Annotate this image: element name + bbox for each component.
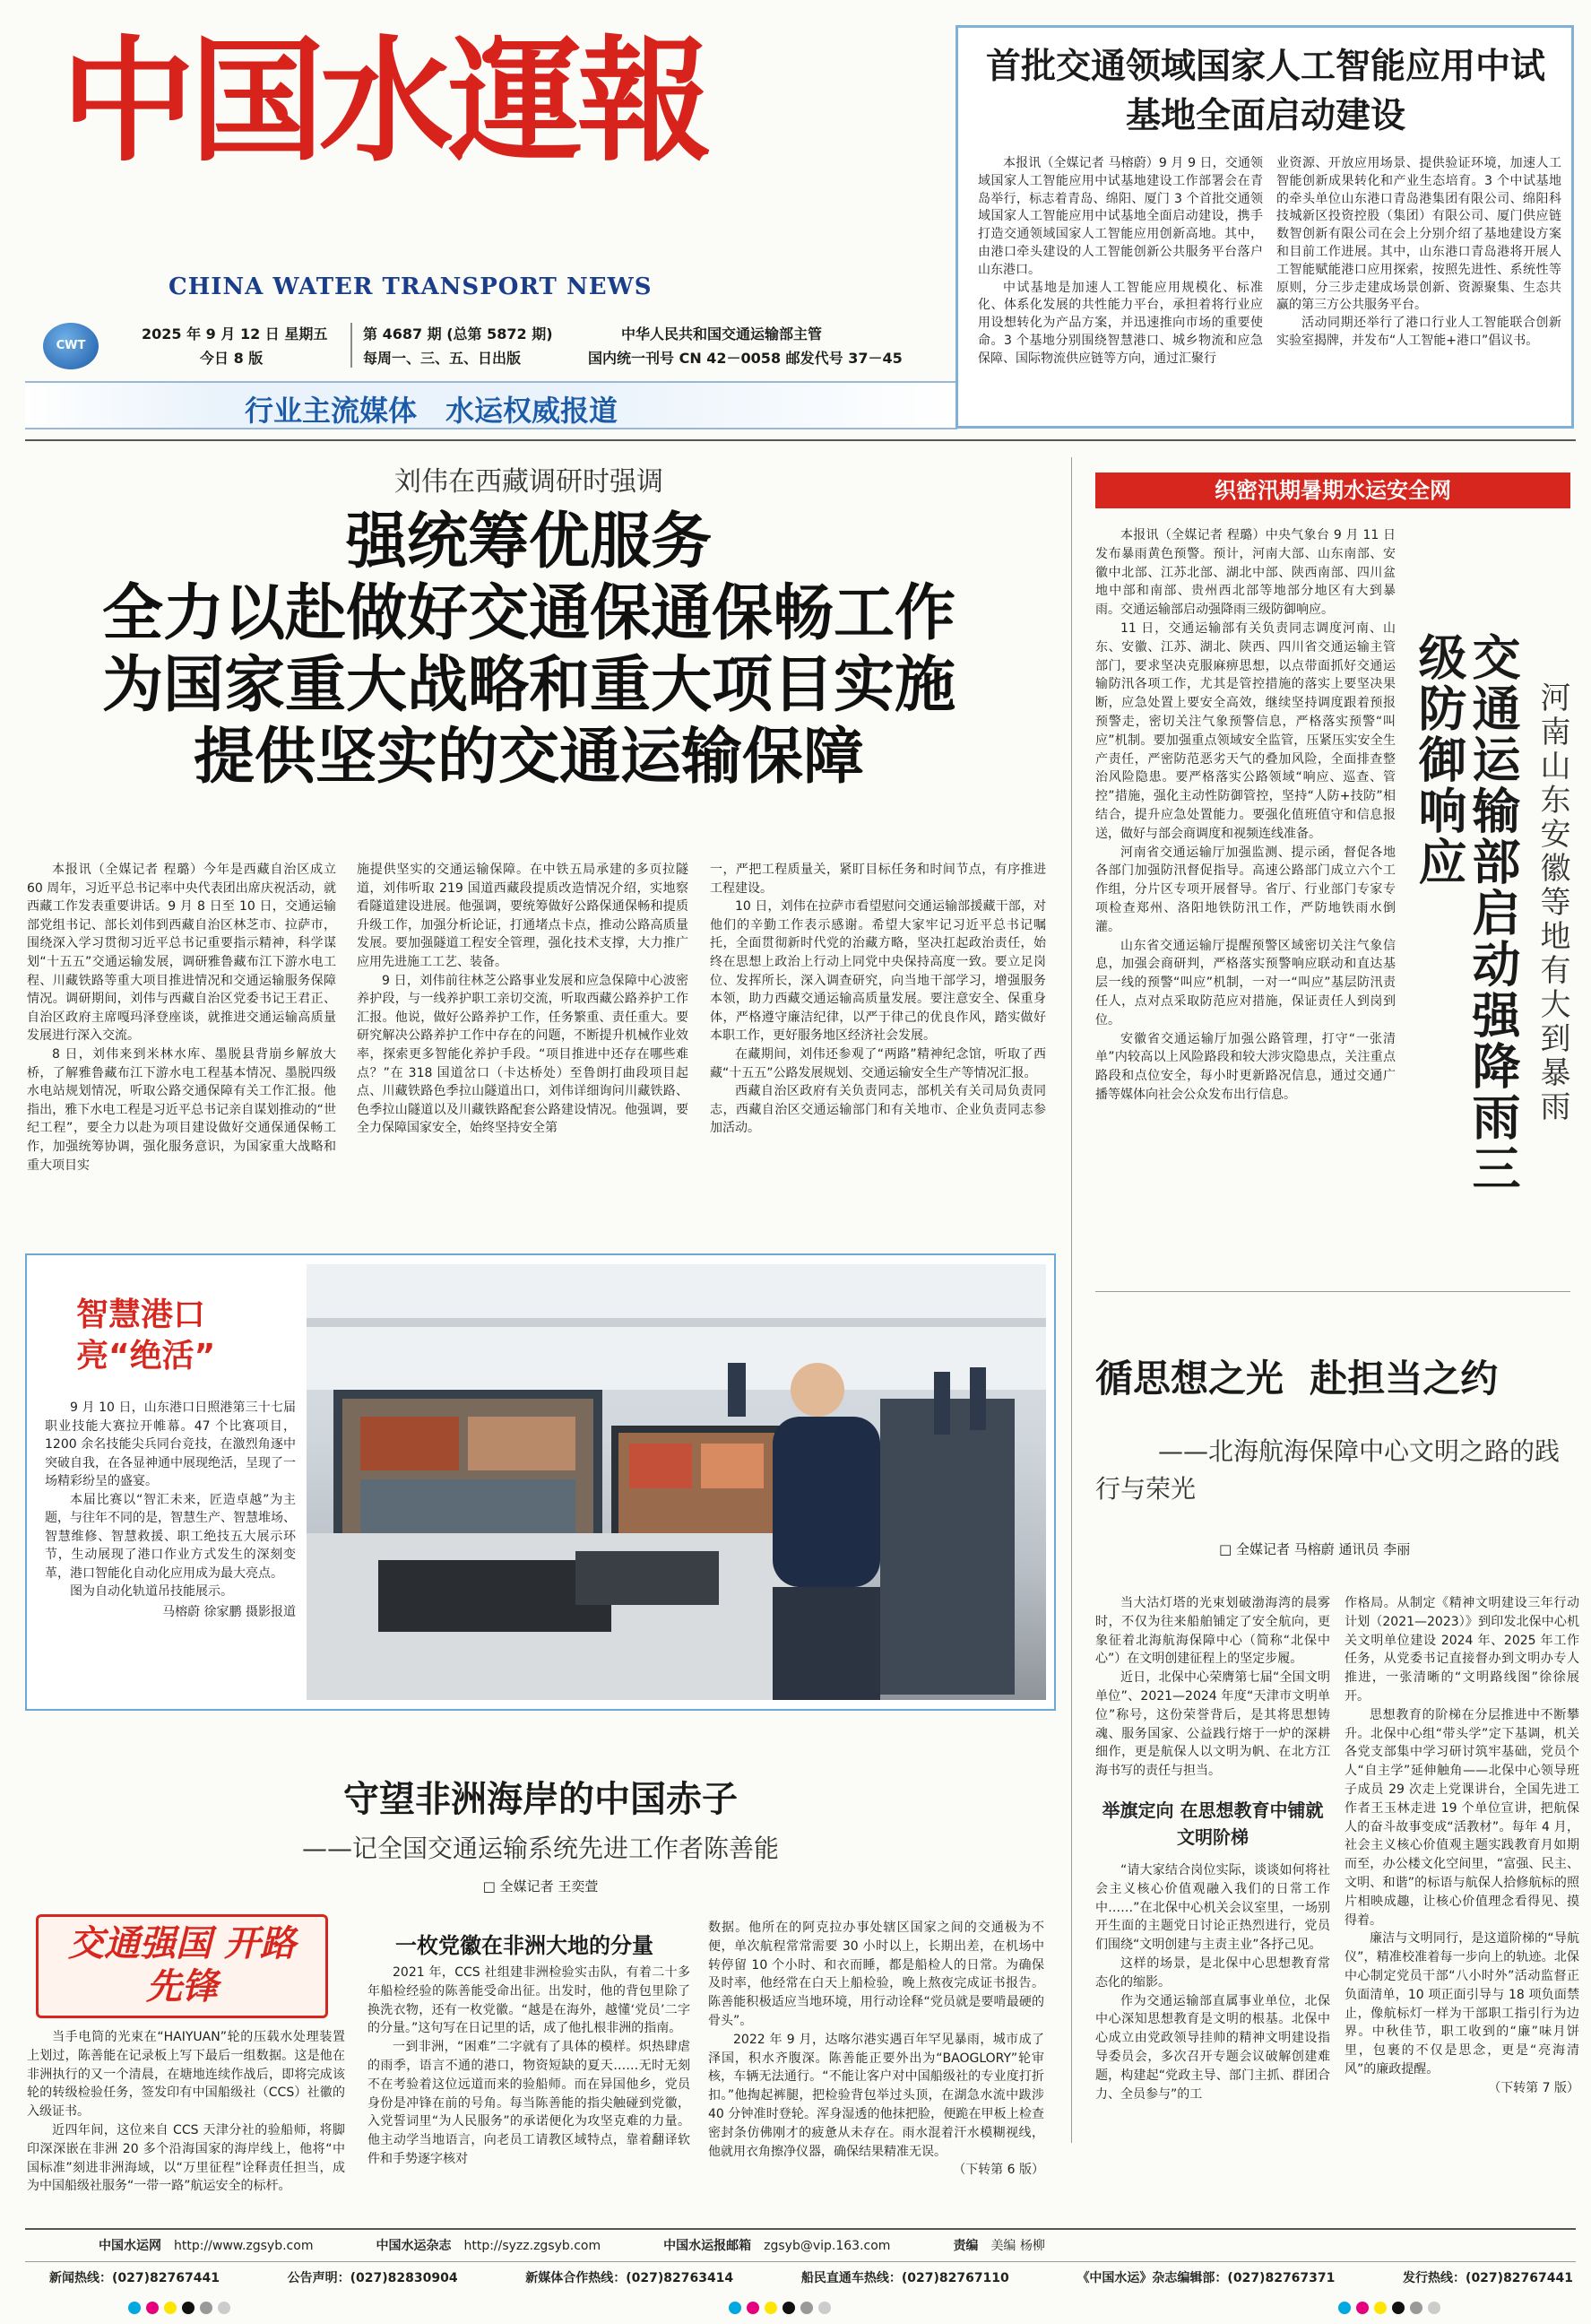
africa-col3: 数据。他所在的阿克拉办事处辖区国家之间的交通极为不便，单次航程常常需要 30 小时以上，长期出差，在机场中转停留 10 个小时、和衣而睡，都是船检人的日常。为确保及时率，他经常在白天上船检验，晚上熬夜完成证书报告。陈善能积极适应当地环境，用行动诠释“党员就是要啃最硬的骨头”。 2022 年 9 月，达喀尔港实遇百年罕见暴雨，城市成了泽国，积水齐腹深。陈善能正要外出为“BAOGLORY”轮审核，车辆无法通行。“不能让客户对中国船级社的专业度打折扣。”他掏起裤腿，把检验背包举过头顶，在湖急水流中跋涉 40 分钟准时登轮。浑身湿透的他抹把脸，便跪在甲板上检查密封条仿佛刚才的疲惫从未存在。雨水混着汗水模糊视线，他就用衣角擦净仪器，确保结果精准无误。 （下转第 6 版） — [708, 1919, 1044, 2180]
port-feature-box — [25, 1253, 1056, 1711]
top-right-col2: 业资源、开放应用场景、提供验证环境，加速人工智能创新成果转化和产业生态培育。3 个中试基地的牵头单位山东港口青岛港集团有限公司、绵阳科技城新区投资控股（集团）有限公司、厦门供应链数智创新有限公司在会上分别介绍了基地建设方案和目前工作进展。其中，山东港口青岛港将开展人工智能赋能港口应用探索，按照先进性、系统性等原则，分三步走建成场景创新、资源聚集、生态共赢的第三方公共服务平台。 活动同期还举行了港口行业人工智能联合创新实验室揭牌，并发布“人工智能+港口”倡议书。 — [1276, 156, 1561, 348]
top-right-headline: 首批交通领域国家人工智能应用中试基地全面启动建设 — [985, 47, 1545, 136]
africa-jump: （下转第 6 版） — [953, 2163, 1044, 2178]
jiaotong-stamp — [36, 1914, 328, 2018]
port-feature-credit: 马榕蔚 徐家鹏 摄影报道 — [162, 1604, 296, 1619]
masthead — [25, 18, 957, 439]
port-photo — [307, 1264, 1046, 1700]
lead-col3: 一，严把工程质量关，紧盯目标任务和时间节点，有序推进工程建设。 10 日，刘伟在拉萨市看望慰问交通运输部援藏干部，对他们的辛勤工作表示感谢。希望大家牢记习近平总书记嘱托，全面贯彻新时代党的治藏方略，坚决扛起政治责任，始终在思想上政治上行动上同党中央保持高度一致。要立足岗位、发挥所长，深入调查研究，向当地干部学习，增强服务本领，助力西藏交通运输高质量发展。要注意安全、保重身体，严格遵守廉洁纪律，以严于律己的优良作风，踏实做好本职工作，更好服务地区经济社会发展。 在藏期间，刘伟还参观了“两路”精神纪念馆，听取了西藏“十五五”公路发展规划、交通运输安全生产等情况汇报。 西藏自治区政府有关负责同志，部机关有关司局负责同志，西藏自治区交通运输部门和有关地市、企业负责同志参加活动。 — [710, 863, 1046, 1136]
beihai-jump: （下转第 7 版） — [1488, 2080, 1579, 2095]
color-register-center — [726, 2301, 834, 2318]
masthead-frequency: 每周一、三、五、日出版 — [363, 350, 522, 367]
footer-magazine[interactable]: 中国水运杂志 http://syzz.zgsyb.com — [376, 2239, 601, 2253]
port-photo-illustration — [307, 1264, 1046, 1700]
port-feature-title-1: 智慧港口 — [76, 1296, 206, 1333]
port-feature-title-2: 亮“绝活” — [76, 1338, 216, 1374]
masthead-title: 中国水運報 — [61, 22, 707, 180]
beihai-sub-section: 举旗定向 在思想教育中铺就文明阶梯 — [1102, 1799, 1324, 1848]
top-right-col1: 本报讯（全媒记者 马榕蔚）9 月 9 日，交通领域国家人工智能应用中试基地建设工作部署会在青岛举行，标志着青岛、绵阳、厦门 3 个首批交通领域国家人工智能应用中试基地全面启动建设，携手打造交通领域国家人工智能应用创新高地。其中，由港口牵头建设的人工智能创新公共服务平台落户山东港口。 中试基地是加速人工智能应用规模化、标准化、体系化发展的共性能力平台，承担着将行业应用设想转化为产品方案，并迅速推向市场的重要使命。3 个基地分别围绕智慧港口、城乡物流和应急保障、国际物流供应链等方向，通过汇聚行 — [978, 156, 1263, 366]
africa-byline: □ 全媒记者 王奕萱 — [482, 1878, 599, 1895]
hotline-boat: 船民直通车热线：(027)82767110 — [800, 2271, 1009, 2285]
right-news-headline: 交通运输部启动强降雨三级防御响应 — [1411, 632, 1521, 1194]
stamp-text: 交通强国 开路先锋 — [68, 1922, 296, 2007]
beihai-col2: 作格局。从制定《精神文明建设三年行动计划（2021—2023）》到印发北保中心机关文明单位建设 2024 年、2025 年工作任务，从党委书记直接督办到文明办专人推进，一张清晰的“文明路线图”徐徐展开。 思想教育的阶梯在分层推进中不断攀升。北保中心组“带头学”定下基调，机关各党支部集中学习研讨筑牢基础，党员个人“自主学”延伸触角——北保中心领导班子成员 29 次走上党课讲台，全国先进工作者王玉林走进 19 个单位宣讲，把航保人的奋斗故事变成“活教材”。每年 4 月，社会主义核心价值观主题实践教育月如期而至，办公楼文化空间里，“富强、民主、文明、和谐”的标语与航保人拾修航标的照片相映成趣，让核心价值理念看得见、摸得着。 廉洁与文明同行，是这道阶梯的“导航仪”，精准校准着每一步向上的轨迹。北保中心制定党员干部“八小时外”活动监督正负面清单，10 项正面引导与 18 项负面禁止，像航标灯一样为干部职工指引行为边界。中秋佳节，职工收到的“廉”味月饼里，包裹的不仅是思念，更是“亮海清风”的廉政提醒。 （下转第 7 版） — [1345, 1594, 1579, 2098]
slogan-text: 行业主流媒体 水运权威报道 — [245, 394, 618, 428]
lead-headline — [0, 507, 1058, 793]
masthead-english: CHINA WATER TRANSPORT NEWS — [169, 273, 653, 300]
lead-kicker: 刘伟在西藏调研时强调 — [394, 466, 663, 498]
africa-headline: 守望非洲海岸的中国赤子 — [343, 1779, 738, 1820]
hotline-notice: 公告声明：(027)82830904 — [287, 2271, 458, 2285]
masthead-cn-number: 国内统一刊号 CN 42－0058 邮发代号 37－45 — [588, 350, 903, 367]
lead-col1: 本报讯（全媒记者 程璐）今年是西藏自治区成立 60 周年，习近平总书记率中央代表团出席庆祝活动，就西藏工作发表重要讲话。9 月 8 日至 10 日，交通运输部党组书记、部长刘伟到西藏自治区林芝市、拉萨市，围绕深入学习贯彻习近平总书记重要指示精神，科学谋划“十五五”交通运输发展，调研雅鲁藏布江下游水电工程、川藏铁路等重大项目推进情况和交通运输服务保障情况。调研期间，刘伟与西藏自治区党委书记王君正、自治区政府主席嘎玛泽登座谈，就推进交通运输高质量发展进行深入交流。 8 日，刘伟来到米林水库、墨脱县背崩乡解放大桥，了解雅鲁藏布江下游水电工程基本情况、墨脱四级水电站规划情况，听取公路交通保障有关工作汇报。他指出，雅下水电工程是习近平总书记亲自谋划推动的“世纪工程”，要全力以赴为项目建设做好交通保通保畅工作，加强统筹协调，强化服务意识，为国家重大战略和重大项目实 — [27, 863, 336, 1173]
beihai-subhead: ——北海航海保障中心文明之路的践行与荣光 — [1095, 1436, 1561, 1504]
masthead-pages: 今日 8 版 — [200, 350, 264, 367]
logo-text: CWT — [56, 339, 86, 352]
color-register-left — [125, 2301, 233, 2318]
lead-line-4: 提供坚实的交通运输保障 — [193, 722, 864, 793]
footer-row-1 — [99, 2236, 1569, 2254]
masthead-sponsor: 中华人民共和国交通运输部主管 — [621, 325, 823, 343]
beihai-headline: 循思想之光 赴担当之约 — [1095, 1357, 1499, 1400]
safety-banner — [1095, 473, 1570, 508]
hotline-news: 新闻热线：(027)82767441 — [49, 2271, 220, 2285]
slogan-bar — [25, 381, 957, 429]
color-register-right — [1336, 2301, 1443, 2318]
lead-col2: 施提供坚实的交通运输保障。在中铁五局承建的多页拉隧道，刘伟听取 219 国道西藏段提质改造情况介绍，实地察看隧道建设进展。他强调，要统筹做好公路保通保畅和提质升级工作，加强分析论证，打通堵点卡点，推动公路高质量发展。要加强隧道工程安全管理，强化技术支撑，大力推广应用先进施工工艺、装备。 9 日，刘伟前往林芝公路事业发展和应急保障中心波密养护段，与一线养护职工亲切交流，听取西藏公路养护工作汇报。他说，做好公路养护工作，任务繁重、责任重大。要研究解决公路养护工作中存在的问题，不断提升机械作业效率，探索更多智能化养护手段。“项目推进中还存在哪些难点？”在 318 国道岔口（卡达桥处）至鲁朗打曲段项目起点、川藏铁路色季拉山隧道出口，刘伟详细询问川藏铁路、色季拉山隧道以及川藏铁路配套公路建设情况。他强调，要全力保障国家安全，始终坚持安全第 — [357, 863, 688, 1136]
africa-section-title: 一枚党徽在非洲大地的分量 — [395, 1933, 653, 1958]
footer-editors: 责编 美编 杨柳 — [953, 2239, 1045, 2253]
lead-line-1: 强统筹优服务 — [345, 507, 712, 577]
right-news-body: 本报讯（全媒记者 程璐）中央气象台 9 月 11 日发布暴雨黄色预警。预计，河南大部、山东南部、安徽中北部、江苏北部、湖北中部、陕西南部、四川盆地中部和南部、贵州西北部等地部分地区有大到暴雨。交通运输部启动强降雨三级防御响应。 11 日，交通运输部有关负责同志调度河南、山东、安徽、江苏、湖北、陕西、四川省交通运输主管部门，要求坚决克服麻痹思想，以点带面抓好交通运输防汛各项工作，尤其是管控措施的落实上要坚决果断，应急处置上要安全高效，继续坚持调度跟着预报预警走，密切关注气象预警信息，严格落实预警“叫应”机制。要加强重点领域安全监管，压紧压实安全生产责任，严密防范恶劣天气的叠加风险，全面排查整治风险隐患。要严格落实公路领域“响应、巡查、管控”措施，强化主动性防御管控，坚持“人防+技防”相结合，提升应急处置能力。要强化值班值守和信息报送，做好与部会商调度和视频连线准备。 河南省交通运输厅加强监测、提示函，督促各地各部门加强防汛督促指导。高速公路部门成立六个工作组，分片区专项开展督导。省厅、行业部门专家专项检查郑州、洛阳地铁防汛工作，严防地铁雨水倒灌。 山东省交通运输厅提醒预警区域密切关注气象信息，加强会商研判，严格落实预警响应联动和直达基层一线的预警“叫应”机制，一对一“叫应”基层防汛责任人，点对点采取防范应对措施，保证责任人到岗到位。 安徽省交通运输厅加强公路管理，打守“一张清单”内较高以上风险路段和较大涉灾隐患点，关注重点路段和点位安全，每小时更新路况信息，通过交通广播等媒体向社会公众发布出行信息。 — [1095, 528, 1396, 1102]
africa-col1: 当手电筒的光束在“HAIYUAN”轮的压载水处理装置上划过，陈善能在记录板上写下最后一组数据。这是他在非洲执行的又一个清晨，在塘地连续作战后，即将完成该轮的转级检验任务，签发印有中国船级社（CCS）社徽的入级证书。 近四年间，这位来自 CCS 天津分社的验船师，将脚印深深嵌在非洲 20 多个沿海国家的海岸线上，他将“中国标准”刻进非洲海域，以“万里征程”诠释责任担当，成为中国船级社服务“一带一路”航运安全的标杆。 — [27, 2030, 345, 2194]
footer-web[interactable]: 中国水运网 http://www.zgsyb.com — [99, 2239, 314, 2253]
safety-banner-text: 织密汛期暑期水运安全网 — [1215, 478, 1451, 503]
port-feature-text: 9 月 10 日，山东港口日照港第三十七届职业技能大赛拉开帷幕。47 个比赛项目，1200 余名技能尖兵同台竞技，在激烈角逐中突破自我，在各显神通中展现绝活，呈现了一场精彩纷呈的盛宴。 本届比赛以“智汇未来，匠造卓越”为主题，与往年不同的是，智慧生产、智慧堆场、智慧维修、智慧救援、职工绝技五大展示环节，生动展现了港口作业方式发生的深刻变革，港口智能化自动化应用成为最大亮点。 图为自动化轨道吊技能展示。 马榕蔚 徐家鹏 摄影报道 — [45, 1399, 296, 1621]
hotline-newmedia: 新媒体合作热线：(027)82763414 — [525, 2271, 734, 2285]
right-news-subhead: 河南山东安徽等地有大到暴雨 — [1535, 681, 1570, 1124]
cwt-logo — [43, 323, 99, 369]
hotline-distribution: 发行热线：(027)82767441 — [1403, 2271, 1573, 2285]
top-right-story — [955, 25, 1574, 429]
africa-subhead: ——记全国交通运输系统先进工作者陈善能 — [301, 1834, 779, 1863]
hotline-magazine: 《中国水运》杂志编辑部：(027)82767371 — [1077, 2271, 1336, 2285]
footer-row-2 — [49, 2268, 1573, 2286]
beihai-col1: 当大沽灯塔的光束划破渤海湾的晨雾时，不仅为往来船舶铺定了安全航向，更象征着北海航海保障中心（简称“北保中心”）在文明创建征程上的坚定步履。 近日，北保中心荣膺第七届“全国文明单位”、2021—2024 年度“天津市文明单位”称号，这份荣誉背后，是其将思想铸魂、服务国家、公益践行熔于一炉的深耕细作，更是航保人以文明为帆、在北方江海书写的责任与担当。 举旗定向 在思想教育中铺就文明阶梯 “请大家结合岗位实际，谈谈如何将社会主义核心价值观融入我们的日常工作中……”在北保中心机关会议室里，一场别开生面的主题党日讨论正热烈进行，党员们围绕“文明创建与主责主业”各抒己见。 这样的场景，是北保中心思想教育常态化的缩影。 作为交通运输部直属事业单位，北保中心深知思想教育是文明的根基。北保中心成立由党政领导挂帅的精神文明建设指导委员会，多次召开专题会议破解创建难题，构建起“党政主导、部门主抓、群团合力、全员参与”的工 — [1095, 1596, 1330, 2102]
footer-email[interactable]: 中国水运报邮箱 zgsyb@vip.163.com — [663, 2239, 891, 2253]
africa-col2: 2021 年，CCS 社组建非洲检验实击队，有着二十多年船检经验的陈善能受命出征。出发时，他的背包里除了换洗衣物，还有一枚党徽。“越是在海外，越懂‘党员’二字的分量。”这句写在日记里的话，成了他扎根非洲的指南。 一到非洲，“困难”二字就有了具体的模样。炽热肆虐的雨季，语言不通的港口，物资短缺的夏天……无时无刻不在考验着这位远道而来的验船师。而在异国他乡，党员身份是冲锋在前的号角。每当陈善能的指尖触碰到党徽，入党誓词里“为人民服务”的承诺便化为攻坚克难的力量。他主动学当地语言，向老员工请教区域特点，靠着翻译软件和手势逐字核对 — [367, 1965, 690, 2166]
beihai-byline: □ 全媒记者 马榕蔚 通讯员 李丽 — [1219, 1541, 1411, 1557]
lead-line-3: 为国家重大战略和重大项目实施 — [101, 650, 955, 721]
masthead-date: 2025 年 9 月 12 日 星期五 — [142, 325, 328, 343]
masthead-issue: 第 4687 期 (总第 5872 期) — [363, 325, 553, 343]
lead-line-2: 全力以赴做好交通保通保畅工作 — [101, 578, 955, 649]
